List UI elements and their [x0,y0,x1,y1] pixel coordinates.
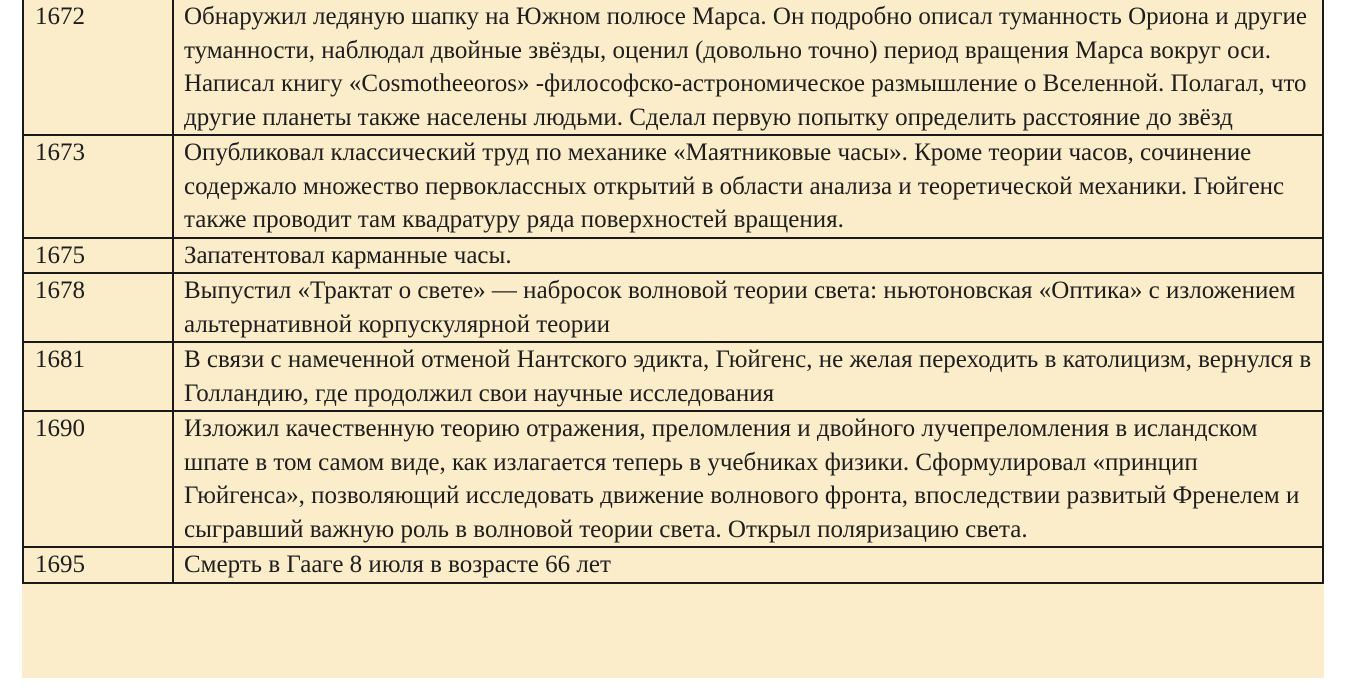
event-cell: Обнаружил ледяную шапку на Южном полюсе Марса. Он подробно описал туманность Ориона и другие туманности, наблюдал двойные звёзды, оценил (довольно точно) период вращения Марса вокруг оси. Написал книгу «Cosmotheeoros» -философско-астрономическое размышление о Вселенной. Полагал, что другие планеты также населены людьми. Сделал первую попытку определить расстояние до звёзд [173,0,1323,135]
table-row [23,547,1323,583]
event-cell: Изложил качественную теорию отражения, преломления и двойного лучепреломления в исландском шпате в том самом виде, как излагается теперь в учебниках физики. Сформулировал «принцип Гюйгенса», позволяющий исследовать движение волнового фронта, впоследствии развитый Френелем и сыгравший важную роль в волновой теории света. Открыл поляризацию света. [173,411,1323,547]
year-cell: 1695 [23,547,173,583]
event-cell: В связи с намеченной отменой Нантского эдикта, Гюйгенс, не желая переходить в католицизм, вернулся в Голландию, где продолжил свои научные исследования [173,342,1323,411]
year-cell: 1690 [23,411,173,547]
table-row [23,411,1323,547]
timeline-table-frame [22,0,1324,678]
timeline-table [22,0,1324,584]
year-cell: 1678 [23,273,173,342]
event-cell: Смерть в Гааге 8 июля в возрасте 66 лет [173,547,1323,583]
table-row [23,342,1323,411]
year-cell: 1675 [23,238,173,274]
table-row [23,273,1323,342]
timeline-table-body [23,0,1323,583]
event-cell: Запатентовал карманные часы. [173,238,1323,274]
event-cell: Выпустил «Трактат о свете» — набросок волновой теории света: ньютоновская «Оптика» с изложением альтернативной корпускулярной теории [173,273,1323,342]
table-row [23,238,1323,274]
table-row [23,135,1323,238]
year-cell: 1673 [23,135,173,238]
year-cell: 1681 [23,342,173,411]
year-cell: 1672 [23,0,173,135]
table-row [23,0,1323,135]
event-cell: Опубликовал классический труд по механике «Маятниковые часы». Кроме теории часов, сочинение содержало множество первоклассных открытий в области анализа и теоретической механики. Гюйгенс также проводит там квадратуру ряда поверхностей вращения. [173,135,1323,238]
